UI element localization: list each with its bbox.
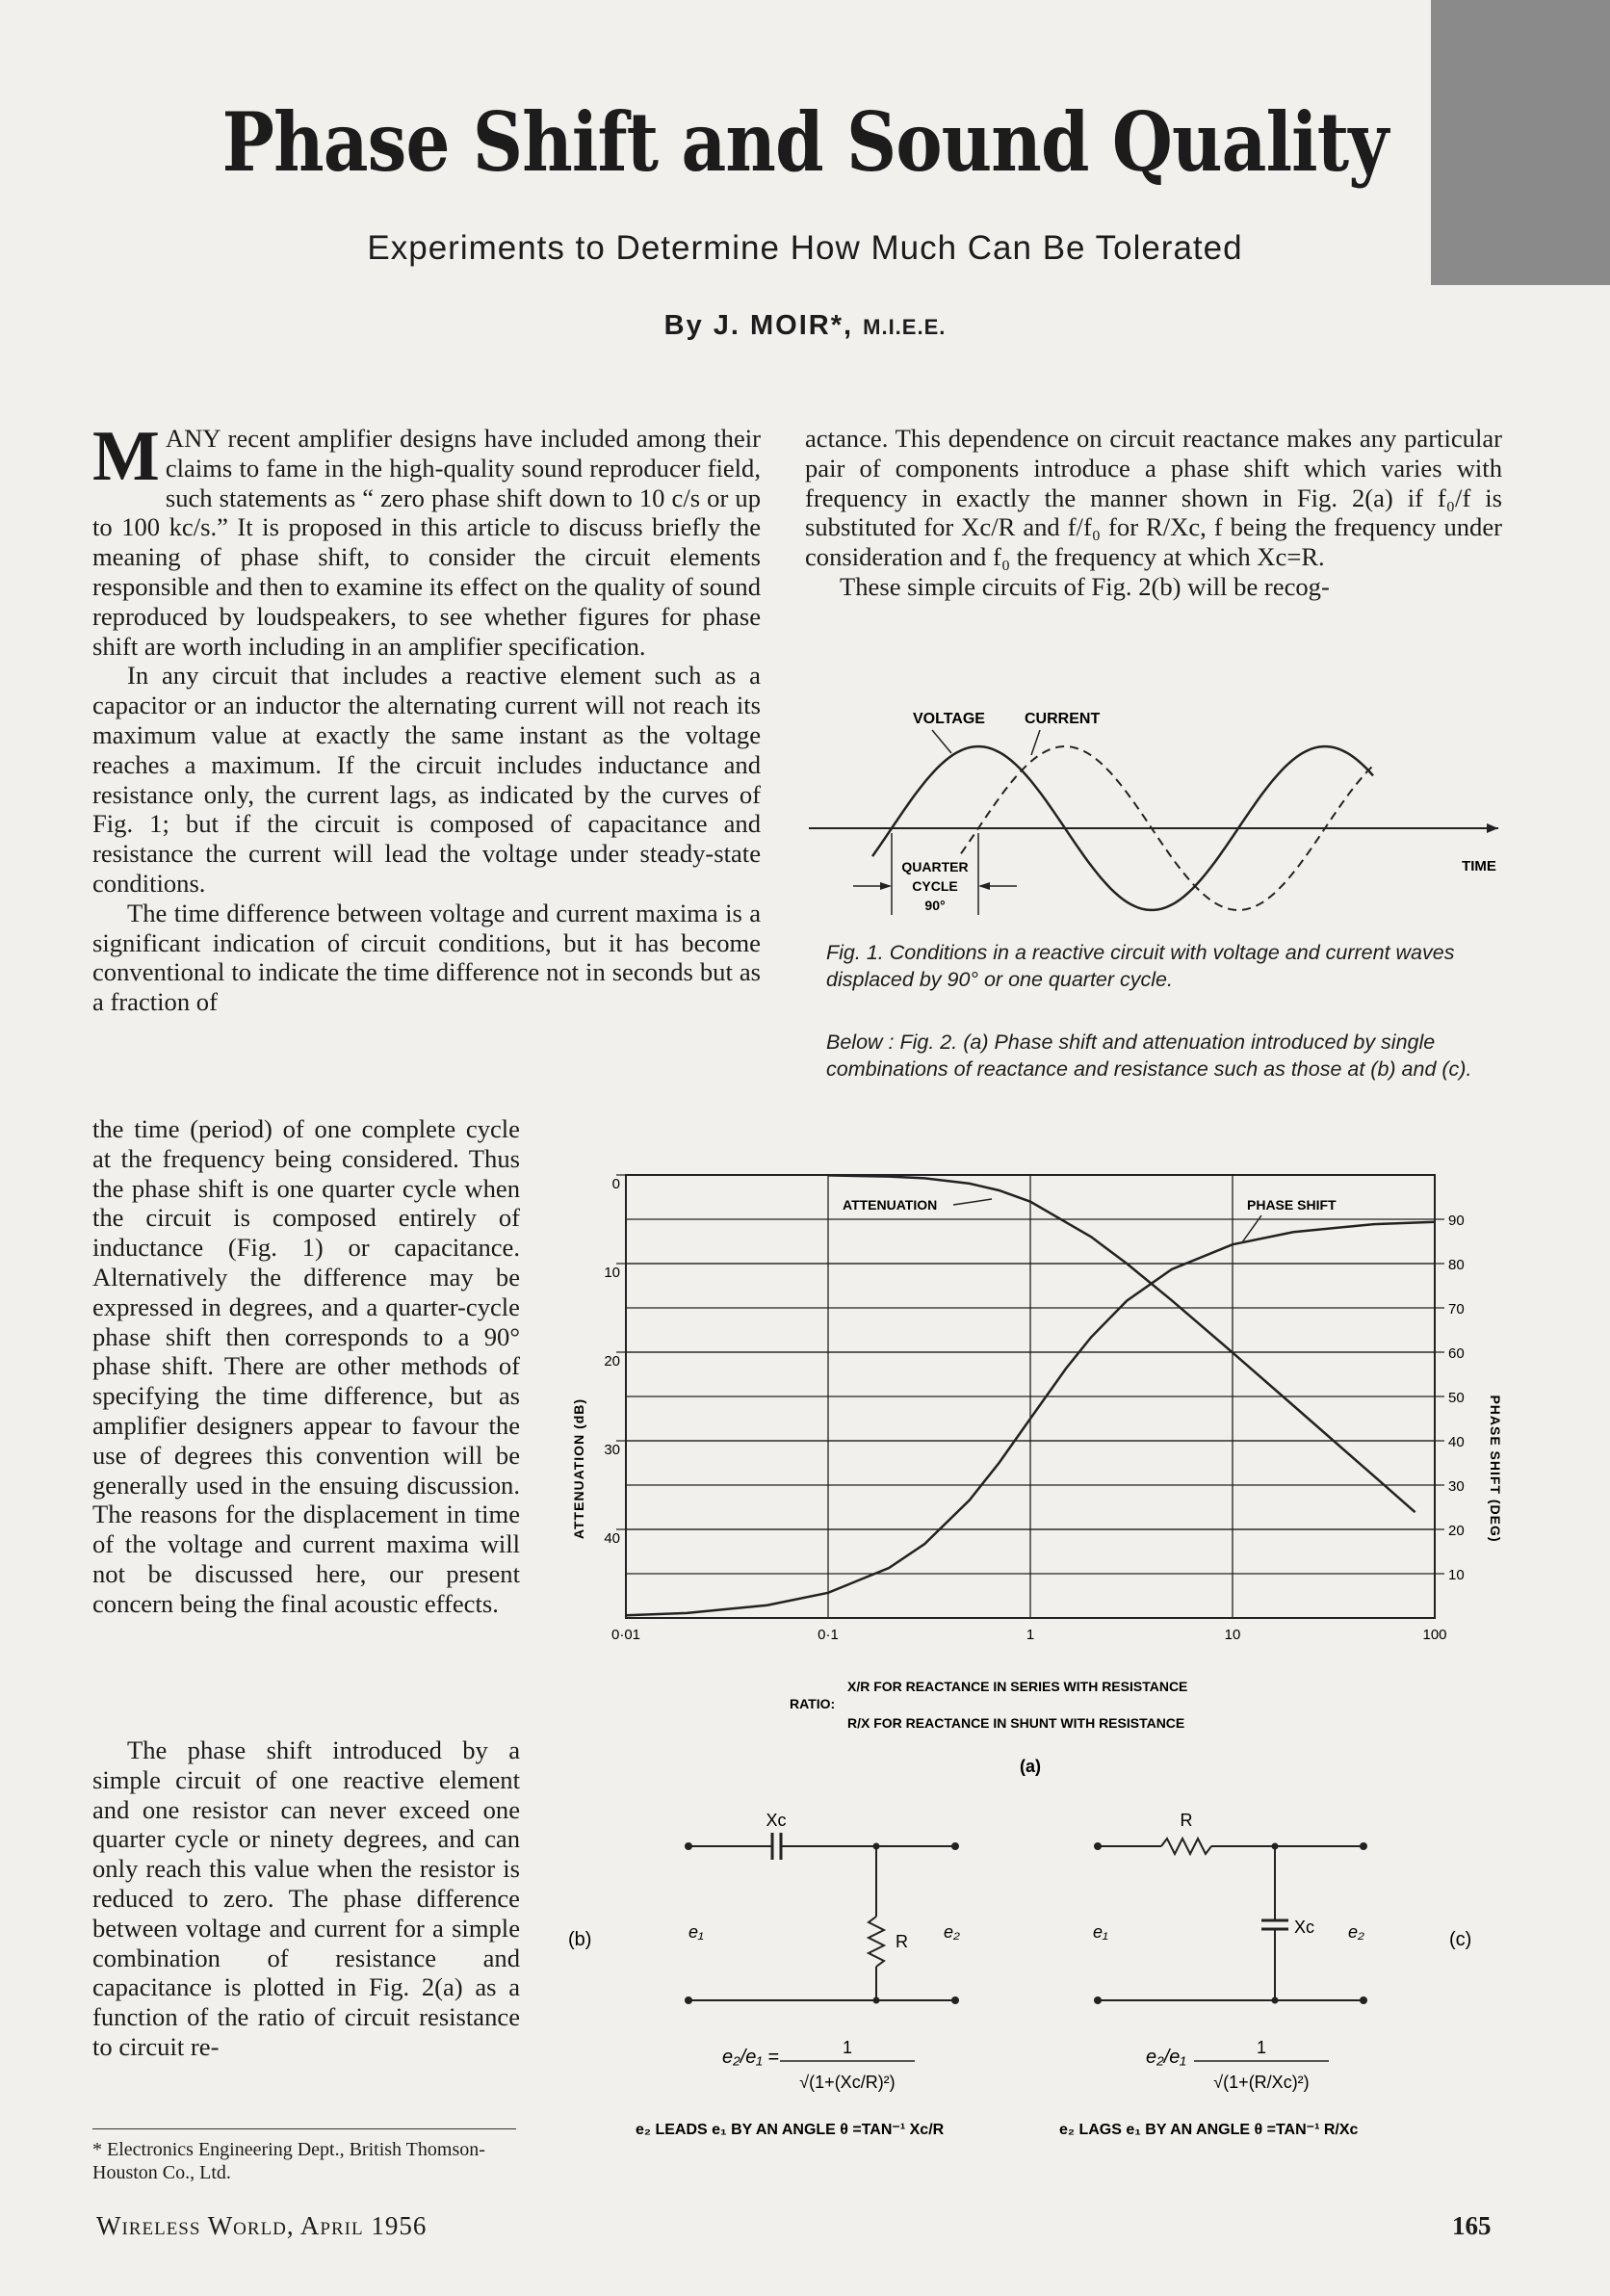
column-1-top (92, 417, 761, 1017)
label-r: R (896, 1932, 908, 1951)
x-axis-label-shunt: R/X FOR REACTANCE IN SHUNT WITH RESISTANCE (847, 1715, 1185, 1731)
formula-denominator: √(1+(Xc/R)²) (799, 2073, 896, 2092)
current-pointer (1031, 730, 1040, 755)
y-tick-label-right: 50 (1448, 1390, 1465, 1406)
formula-lhs: e₂/e₁ = (722, 2047, 779, 2068)
y-tick-label-right: 90 (1448, 1213, 1465, 1229)
terminal-dot (951, 1842, 959, 1850)
paragraph-1: MANY recent amplifier designs have included among their claims to fame in the high-quality sound reproducer field, such statements as “ zero phase shift down to 10 c/s or up to 100 kc/s.” It is proposed in this article to discuss briefly the meaning of phase shift, to consider the circuit elements responsible and then to examine its effect on the quality of sound reproduced by loudspeakers, to see whether figures for phase shift are worth including in an amplifier specification. (92, 417, 761, 661)
byline (0, 310, 1610, 342)
label-xc: Xc (766, 1811, 787, 1830)
paragraph-4: The phase shift introduced by a simple circuit of one reactive element and one resistor can never exceed one quarter cycle or ninety degrees, and can only reach this value when the resistor is reduced to zero. The phase difference between voltage and current for a simple combination of resistance and capacitance is plotted in Fig. 2(a) as a function of the ratio of circuit resistance to circuit re- (92, 1735, 520, 2061)
paragraph-3: The time difference between voltage and current maxima is a significant indication of circuit conditions, but it has become conventional to indicate the time difference not in seconds but as a fraction of (92, 898, 761, 1017)
paragraph-3-cont: the time (period) of one complete cycle at the frequency being considered. Thus the phase shift is one quarter cycle when the circuit is composed entirely of inductance (Fig. 1) or capacitance. Alternatively the difference may be expressed in degrees, and a quarter-cycle phase shift then corresponds to a 90° phase shift. There are other methods of specifying the time difference, but as amplifier designers appear to favour the use of degrees this convention will be generally used in the ensuing discussion. The reasons for the displacement in time of the voltage and current maxima will not be discussed here, our present concern being the final acoustic effects. (92, 1114, 520, 1618)
label-cycle: CYCLE (912, 878, 958, 894)
junction-dot (1272, 1843, 1279, 1850)
y-tick-label-right: 60 (1448, 1345, 1465, 1362)
y-axis-label-right: PHASE SHIFT (DEG) (1488, 1395, 1503, 1543)
journal-footer: Wireless World, April 1956 (96, 2211, 428, 2240)
attenuation-pointer (953, 1199, 992, 1205)
y-tick-label-right: 20 (1448, 1523, 1465, 1539)
drop-cap: M (92, 417, 160, 496)
y-tick-label-left: 10 (604, 1265, 620, 1281)
terminal-dot (685, 1842, 692, 1850)
x-tick-label: 0·1 (818, 1627, 839, 1643)
resistor-zigzag (1161, 1839, 1211, 1854)
col2-paragraph-1: actance. This dependence on circuit reactance makes any particular pair of components introduce a phase shift which varies with frequency in exactly the manner shown in Fig. 2(a) if f₀/f is substituted for Xc/R and f/f₀ for R/Xc, f being the frequency under consideration and f₀ the frequency at which Xc=R. (805, 424, 1502, 572)
y-tick-label-left: 20 (604, 1353, 620, 1370)
terminal-dot (685, 1996, 692, 2004)
x-tick-label: 100 (1422, 1627, 1447, 1643)
paragraph-2: In any circuit that includes a reactive element such as a capacitor or an inductor the alternating current will not reach its maximum value at exactly the same instant as the voltage reaches a maximum. If the circuit includes inductance and resistance only, the current lags, as indicated by the curves of Fig. 1; but if the circuit is composed of capacitance and resistance the current will lead the voltage under steady-state conditions. (92, 661, 761, 898)
fig1-caption: Fig. 1. Conditions in a reactive circuit with voltage and current waves displaced by 90° or one quarter cycle. (826, 941, 1455, 991)
panel-label-c: (c) (1449, 1929, 1472, 1950)
fig2c-circuit (1011, 1801, 1512, 2148)
terminal-dot (951, 1996, 959, 2004)
label-voltage: VOLTAGE (913, 711, 985, 727)
series-label-attenuation: ATTENUATION (843, 1197, 938, 1213)
label-e2: e₂ (944, 1922, 960, 1942)
footnote: * Electronics Engineering Dept., British Thomson-Houston Co., Ltd. (92, 2139, 485, 2183)
author-degrees: M.I.E.E. (863, 315, 947, 339)
label-xc: Xc (1294, 1918, 1315, 1937)
y-tick-label-right: 40 (1448, 1434, 1465, 1450)
fig2a-chart (558, 1146, 1521, 1782)
x-tick-label: 0·01 (610, 1627, 641, 1643)
label-quarter: QUARTER (901, 859, 969, 874)
terminal-dot (1094, 1996, 1102, 2004)
y-tick-label-right: 70 (1448, 1301, 1465, 1318)
time-arrow-icon (1487, 823, 1498, 833)
author: By J. MOIR*, (663, 310, 854, 341)
y-tick-label-right: 10 (1448, 1567, 1465, 1583)
fig2b-circuit (558, 1801, 973, 2148)
label-time: TIME (1462, 858, 1496, 874)
fig1-waveform (805, 703, 1508, 944)
panel-label-b: (b) (568, 1929, 592, 1950)
terminal-dot (1360, 1842, 1367, 1850)
column-1-bottom (92, 1735, 520, 2062)
phase-relation-b: e₂ LEADS e₁ BY AN ANGLE θ =TAN⁻¹ Xc/R (636, 2122, 945, 2138)
label-90deg: 90° (924, 898, 946, 913)
arrow-right-icon (880, 882, 892, 890)
label-current: CURRENT (1025, 711, 1101, 727)
y-tick-label-left: 0 (611, 1176, 620, 1192)
formula-lhs: e₂/e₁ (1146, 2047, 1186, 2068)
formula-numerator: 1 (842, 2038, 853, 2057)
attenuation-line (828, 1175, 1415, 1512)
column-1-narrow (92, 1114, 520, 1619)
terminal-dot (1360, 1996, 1367, 2004)
label-e1: e₁ (1093, 1922, 1108, 1942)
fig2-caption: Below : Fig. 2. (a) Phase shift and attenuation introduced by single combinations of reactance and resistance such as those at (b) and (c). (826, 1031, 1472, 1081)
panel-label-a: (a) (1020, 1757, 1041, 1776)
y-tick-label-left: 30 (604, 1442, 620, 1458)
label-e2: e₂ (1348, 1922, 1364, 1942)
arrow-left-icon (978, 882, 990, 890)
formula-numerator: 1 (1256, 2038, 1267, 2057)
label-r: R (1180, 1811, 1193, 1830)
x-tick-label: 1 (1026, 1627, 1035, 1643)
resistor-zigzag (869, 1917, 884, 1967)
x-tick-label: 10 (1224, 1627, 1241, 1643)
terminal-dot (1094, 1842, 1102, 1850)
y-tick-label-left: 40 (604, 1530, 620, 1547)
y-tick-label-right: 80 (1448, 1257, 1465, 1273)
phase-relation-c: e₂ LAGS e₁ BY AN ANGLE θ =TAN⁻¹ R/Xc (1059, 2122, 1359, 2138)
page-number: 165 (1452, 2211, 1492, 2240)
formula-denominator: √(1+(R/Xc)²) (1213, 2073, 1310, 2092)
chart-grid (616, 1175, 1444, 1618)
y-axis-label-left: ATTENUATION (dB) (571, 1397, 586, 1540)
junction-dot (1272, 1997, 1279, 2004)
col2-paragraph-2: These simple circuits of Fig. 2(b) will be recog- (840, 571, 1330, 601)
x-axis-label: RATIO: (790, 1696, 836, 1711)
column-2 (805, 424, 1502, 602)
series-label-phase-shift: PHASE SHIFT (1247, 1197, 1337, 1213)
article-title: Phase Shift and Sound Quality (221, 94, 1389, 190)
chart-ticks (604, 1176, 1464, 1643)
x-axis-label-series: X/R FOR REACTANCE IN SERIES WITH RESISTANCE (847, 1679, 1188, 1694)
label-e1: e₁ (688, 1922, 704, 1942)
y-tick-label-right: 30 (1448, 1478, 1465, 1495)
article-subtitle: Experiments to Determine How Much Can Be Tolerated (367, 229, 1243, 267)
junction-dot (873, 1997, 880, 2004)
junction-dot (873, 1843, 880, 1850)
voltage-pointer (932, 730, 951, 753)
footnote-rule (92, 2128, 516, 2129)
